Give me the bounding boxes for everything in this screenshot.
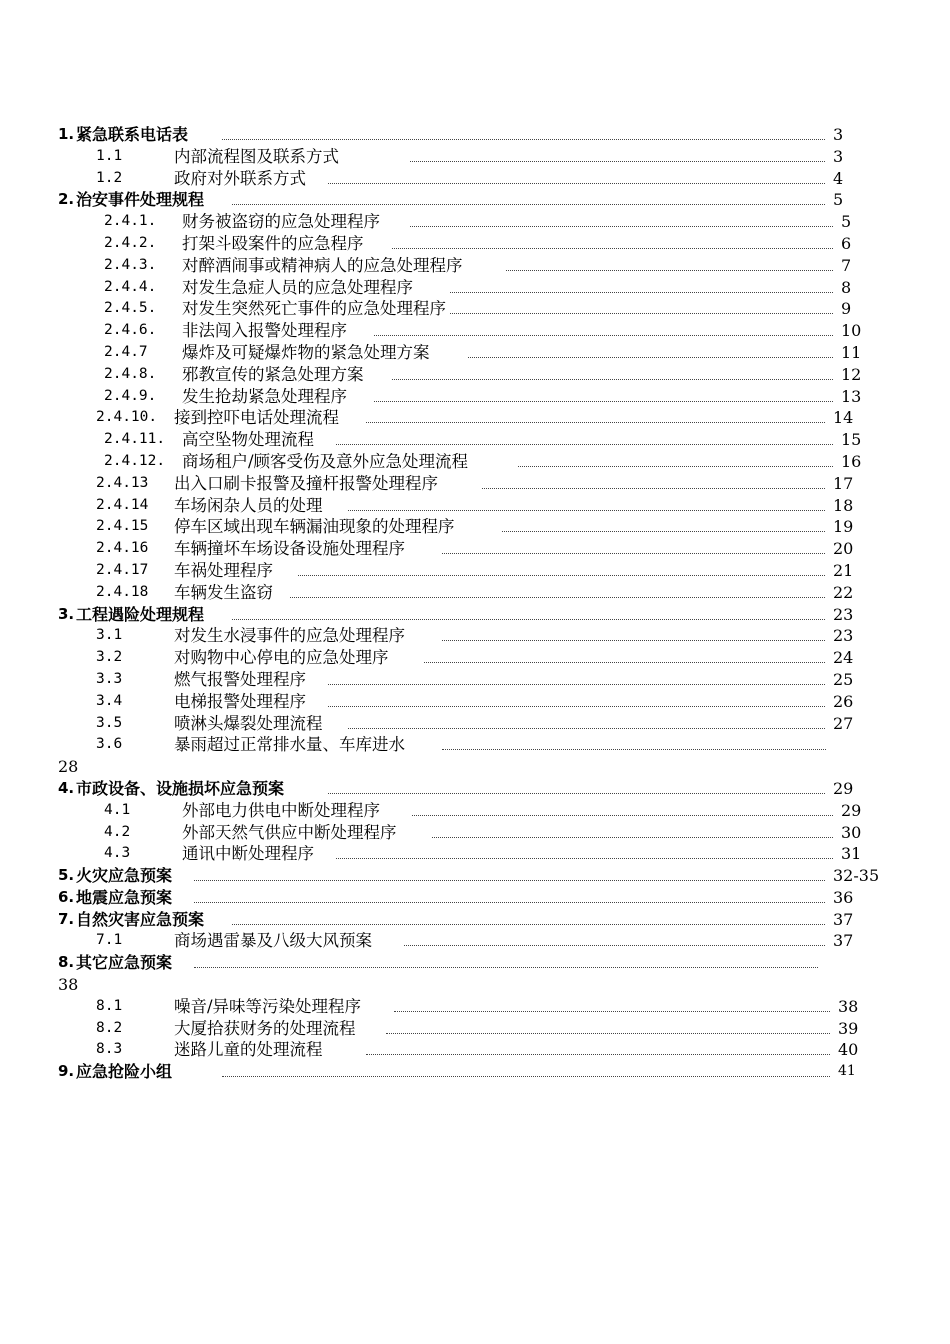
toc-entry-number: 9.: [58, 1062, 75, 1081]
toc-dot-leader: [482, 488, 825, 489]
toc-entry-number: 4.1: [104, 801, 131, 818]
toc-dot-leader: [222, 139, 825, 140]
toc-entry-number: 2.: [58, 190, 75, 209]
toc-dot-leader: [410, 161, 825, 162]
toc-dot-leader: [412, 815, 833, 816]
toc-entry-number: 1.2: [96, 169, 123, 186]
toc-entry[interactable]: [0, 320, 950, 342]
toc-dot-leader: [442, 640, 825, 641]
toc-entry-number: 2.4.10.: [96, 409, 158, 426]
toc-entry[interactable]: [0, 909, 950, 931]
toc-page-number: 23: [833, 604, 854, 624]
toc-entry-number: 3.2: [96, 649, 123, 666]
toc-entry-number: 2.4.4.: [104, 278, 157, 295]
toc-dot-leader: [336, 444, 833, 445]
toc-entry[interactable]: [0, 582, 950, 604]
toc-page-number: 37: [833, 931, 854, 951]
toc-entry-title: 停车区域出现车辆漏油现象的处理程序: [174, 517, 455, 537]
toc-entry-number: 8.: [58, 953, 75, 972]
toc-entry-number: 2.4.1.: [104, 213, 157, 230]
toc-entry[interactable]: [0, 277, 950, 299]
toc-page-number: 36: [833, 887, 854, 907]
toc-dot-leader: [232, 204, 825, 205]
toc-entry-title: 通讯中断处理程序: [182, 844, 314, 864]
toc-entry[interactable]: [0, 800, 950, 822]
toc-entry-title: 财务被盗窃的应急处理程序: [182, 212, 380, 232]
toc-page-number: 18: [833, 495, 854, 515]
toc-entry-title: 邪教宣传的紧急处理方案: [182, 364, 364, 384]
toc-entry[interactable]: [0, 211, 950, 233]
toc-page-number: 41: [838, 1063, 856, 1080]
toc-page-number: 17: [833, 473, 854, 493]
toc-entry-title: 打架斗殴案件的应急程序: [182, 233, 364, 253]
toc-entry-number: 7.1: [96, 932, 123, 949]
toc-page-number: 31: [841, 844, 862, 864]
toc-entry[interactable]: [0, 691, 950, 713]
toc-entry-number: 1.1: [96, 147, 123, 164]
toc-page-number: 13: [841, 386, 862, 406]
toc-page-number: 32-35: [833, 866, 880, 886]
toc-entry[interactable]: [0, 516, 950, 538]
toc-entry[interactable]: [0, 342, 950, 364]
toc-page-number: 22: [833, 582, 854, 602]
toc-entry-title: 火灾应急预案: [76, 866, 173, 886]
toc-dot-leader: [328, 706, 825, 707]
toc-entry-number: 3.: [58, 604, 75, 623]
toc-entry[interactable]: [0, 996, 950, 1018]
toc-dot-leader: [328, 684, 825, 685]
toc-page-number: 26: [833, 691, 854, 711]
toc-dot-leader: [506, 270, 833, 271]
toc-entry-number: 8.3: [96, 1041, 123, 1058]
toc-entry[interactable]: [0, 952, 950, 974]
toc-entry-number: 6.: [58, 887, 75, 906]
toc-dot-leader: [404, 945, 825, 946]
toc-dot-leader: [432, 837, 833, 838]
toc-entry-title: 治安事件处理规程: [76, 190, 205, 210]
toc-entry[interactable]: [0, 822, 950, 844]
toc-dot-leader: [518, 466, 833, 467]
toc-entry[interactable]: [0, 713, 950, 735]
toc-page-number: 9: [841, 299, 852, 319]
toc-entry-number: 8.2: [96, 1019, 123, 1036]
toc-entry-title: 外部电力供电中断处理程序: [182, 800, 380, 820]
toc-dot-leader: [502, 531, 825, 532]
toc-page-number: 11: [841, 342, 862, 362]
toc-entry-title: 高空坠物处理流程: [182, 430, 314, 450]
toc-entry-title: 对发生急症人员的应急处理程序: [182, 277, 413, 297]
toc-entry-title: 大厦拾获财务的处理流程: [174, 1018, 356, 1038]
toc-page-number: 24: [833, 648, 854, 668]
toc-dot-leader: [410, 226, 833, 227]
toc-page-number: 38: [58, 975, 79, 995]
toc-page-number: 12: [841, 364, 862, 384]
toc-dot-leader: [328, 793, 825, 794]
toc-entry-number: 3.1: [96, 627, 123, 644]
toc-dot-leader: [468, 357, 833, 358]
toc-page-number: 29: [841, 800, 862, 820]
toc-page-number: 8: [841, 277, 852, 297]
toc-entry[interactable]: [0, 124, 950, 146]
toc-page-number: 6: [841, 233, 852, 253]
toc-entry[interactable]: [0, 429, 950, 451]
toc-dot-leader: [298, 575, 825, 576]
toc-entry-title: 迷路儿童的处理流程: [174, 1040, 323, 1060]
toc-dot-leader: [194, 967, 818, 968]
table-of-contents: [0, 124, 950, 1083]
toc-entry[interactable]: [0, 255, 950, 277]
toc-entry-title: 接到控吓电话处理流程: [174, 408, 339, 428]
toc-page-number: 29: [833, 778, 854, 798]
toc-dot-leader: [374, 401, 833, 402]
toc-entry-title: 应急抢险小组: [76, 1062, 173, 1082]
toc-entry[interactable]: [0, 473, 950, 495]
toc-entry-number: 3.4: [96, 692, 123, 709]
toc-entry-title: 政府对外联系方式: [174, 168, 306, 188]
toc-entry-number: 4.: [58, 778, 75, 797]
toc-entry[interactable]: [0, 146, 950, 168]
toc-entry[interactable]: [0, 298, 950, 320]
toc-entry[interactable]: [0, 1061, 950, 1083]
toc-wrapped-page: [0, 756, 950, 778]
toc-entry-title: 燃气报警处理程序: [174, 669, 306, 689]
toc-entry-number: 2.4.5.: [104, 300, 157, 317]
toc-entry[interactable]: [0, 386, 950, 408]
toc-entry-title: 车祸处理程序: [174, 560, 273, 580]
toc-dot-leader: [442, 749, 826, 750]
toc-page-number: 5: [833, 190, 844, 210]
toc-entry[interactable]: [0, 168, 950, 190]
toc-page-number: 38: [838, 996, 859, 1016]
toc-entry-title: 发生抢劫紧急处理程序: [182, 386, 347, 406]
toc-entry-number: 1.: [58, 125, 75, 143]
toc-entry-title: 商场租户/顾客受伤及意外应急处理流程: [182, 451, 469, 471]
toc-entry[interactable]: [0, 364, 950, 386]
toc-entry-title: 噪音/异味等污染处理程序: [174, 996, 362, 1016]
toc-entry[interactable]: [0, 734, 950, 756]
toc-entry[interactable]: [0, 1039, 950, 1061]
toc-entry[interactable]: [0, 778, 950, 800]
toc-entry-title: 车场闲杂人员的处理: [174, 495, 323, 515]
toc-entry-title: 地震应急预案: [76, 887, 173, 907]
toc-entry-title: 电梯报警处理程序: [174, 691, 306, 711]
toc-entry-title: 对发生水浸事件的应急处理程序: [174, 626, 405, 646]
toc-entry-number: 5.: [58, 866, 75, 885]
toc-entry-title: 出入口刷卡报警及撞杆报警处理程序: [174, 473, 438, 493]
toc-entry-title: 爆炸及可疑爆炸物的紧急处理方案: [182, 342, 430, 362]
toc-entry-title: 自然灾害应急预案: [76, 909, 205, 929]
toc-page-number: 37: [833, 909, 854, 929]
toc-entry-number: 3.6: [96, 736, 123, 753]
toc-entry-number: 3.5: [96, 714, 123, 731]
toc-entry[interactable]: [0, 538, 950, 560]
toc-entry[interactable]: [0, 865, 950, 887]
toc-entry-number: 4.3: [104, 845, 131, 862]
toc-entry-title: 对购物中心停电的应急处理序: [174, 648, 389, 668]
toc-entry-number: 2.4.11.: [104, 431, 166, 448]
toc-dot-leader: [348, 728, 825, 729]
toc-entry-title: 内部流程图及联系方式: [174, 146, 339, 166]
toc-entry-number: 2.4.8.: [104, 365, 157, 382]
toc-entry-number: 2.4.16: [96, 540, 149, 557]
toc-entry-title: 工程遇险处理规程: [76, 604, 205, 624]
toc-entry-number: 2.4.18: [96, 583, 149, 600]
toc-entry-number: 3.3: [96, 670, 123, 687]
toc-entry-number: 2.4.12.: [104, 452, 166, 469]
toc-page-number: 20: [833, 539, 854, 559]
toc-entry[interactable]: [0, 647, 950, 669]
toc-dot-leader: [386, 1033, 830, 1034]
toc-page-number: 25: [833, 669, 854, 689]
toc-entry[interactable]: [0, 233, 950, 255]
toc-entry[interactable]: [0, 189, 950, 211]
toc-entry-number: 7.: [58, 909, 75, 928]
toc-page-number: 21: [833, 560, 854, 580]
toc-dot-leader: [232, 619, 825, 620]
toc-dot-leader: [394, 1011, 830, 1012]
toc-dot-leader: [424, 662, 825, 663]
toc-wrapped-page: [0, 974, 950, 996]
toc-entry[interactable]: [0, 407, 950, 429]
toc-entry-number: 4.2: [104, 823, 131, 840]
toc-entry-number: 2.4.3.: [104, 256, 157, 273]
toc-entry-title: 车辆撞坏车场设备设施处理程序: [174, 539, 405, 559]
toc-entry-title: 车辆发生盗窃: [174, 582, 273, 602]
toc-dot-leader: [348, 510, 825, 511]
toc-entry-title: 暴雨超过正常排水量、车库进水: [174, 735, 405, 755]
toc-page-number: 40: [838, 1040, 859, 1060]
toc-entry-title: 对发生突然死亡事件的应急处理程序: [182, 299, 446, 319]
toc-entry-title: 其它应急预案: [76, 953, 173, 973]
toc-page-number: 15: [841, 430, 862, 450]
toc-dot-leader: [374, 335, 833, 336]
toc-page-number: 10: [841, 321, 862, 341]
toc-entry-title: 喷淋头爆裂处理流程: [174, 713, 323, 733]
toc-entry-number: 2.4.9.: [104, 387, 157, 404]
toc-page-number: 3: [833, 125, 844, 144]
toc-entry[interactable]: [0, 604, 950, 626]
toc-page-number: 16: [841, 451, 862, 471]
toc-entry-number: 8.1: [96, 997, 123, 1014]
toc-dot-leader: [290, 597, 825, 598]
toc-entry-number: 2.4.14: [96, 496, 149, 513]
toc-dot-leader: [194, 880, 825, 881]
toc-dot-leader: [450, 292, 833, 293]
toc-entry-title: 商场遇雷暴及八级大风预案: [174, 931, 372, 951]
toc-page-number: 4: [833, 168, 844, 188]
toc-page-number: 5: [841, 212, 852, 232]
toc-entry[interactable]: [0, 930, 950, 952]
toc-page-number: 30: [841, 822, 862, 842]
toc-entry[interactable]: [0, 843, 950, 865]
toc-page-number: 28: [58, 757, 79, 777]
toc-entry-number: 2.4.15: [96, 518, 149, 535]
toc-entry-number: 2.4.17: [96, 561, 149, 578]
toc-entry[interactable]: [0, 669, 950, 691]
toc-entry[interactable]: [0, 887, 950, 909]
toc-dot-leader: [450, 313, 833, 314]
toc-dot-leader: [366, 422, 825, 423]
toc-entry[interactable]: [0, 1018, 950, 1040]
toc-dot-leader: [392, 248, 833, 249]
toc-page-number: 23: [833, 626, 854, 646]
toc-page-number: 7: [841, 255, 852, 275]
toc-entry[interactable]: [0, 560, 950, 582]
toc-dot-leader: [336, 858, 833, 859]
toc-page-number: 19: [833, 517, 854, 537]
toc-page-number: 14: [833, 408, 854, 428]
toc-dot-leader: [328, 183, 825, 184]
toc-entry-title: 市政设备、设施损坏应急预案: [76, 778, 285, 798]
toc-dot-leader: [442, 553, 825, 554]
toc-entry-number: 2.4.13: [96, 474, 149, 491]
toc-entry[interactable]: [0, 451, 950, 473]
toc-dot-leader: [222, 1076, 830, 1077]
toc-entry-number: 2.4.2.: [104, 234, 157, 251]
toc-entry-title: 对醉酒闹事或精神病人的应急处理程序: [182, 255, 463, 275]
toc-page-number: 27: [833, 713, 854, 733]
toc-page-number: 39: [838, 1018, 859, 1038]
toc-entry-title: 外部天然气供应中断处理程序: [182, 822, 397, 842]
toc-entry-title: 紧急联系电话表: [76, 125, 189, 144]
toc-dot-leader: [392, 379, 833, 380]
toc-entry-number: 2.4.6.: [104, 322, 157, 339]
toc-dot-leader: [232, 924, 825, 925]
toc-entry[interactable]: [0, 495, 950, 517]
toc-dot-leader: [366, 1054, 830, 1055]
toc-entry-title: 非法闯入报警处理程序: [182, 321, 347, 341]
toc-entry-number: 2.4.7: [104, 343, 148, 360]
toc-dot-leader: [194, 902, 825, 903]
toc-page-number: 3: [833, 146, 844, 166]
toc-entry[interactable]: [0, 625, 950, 647]
